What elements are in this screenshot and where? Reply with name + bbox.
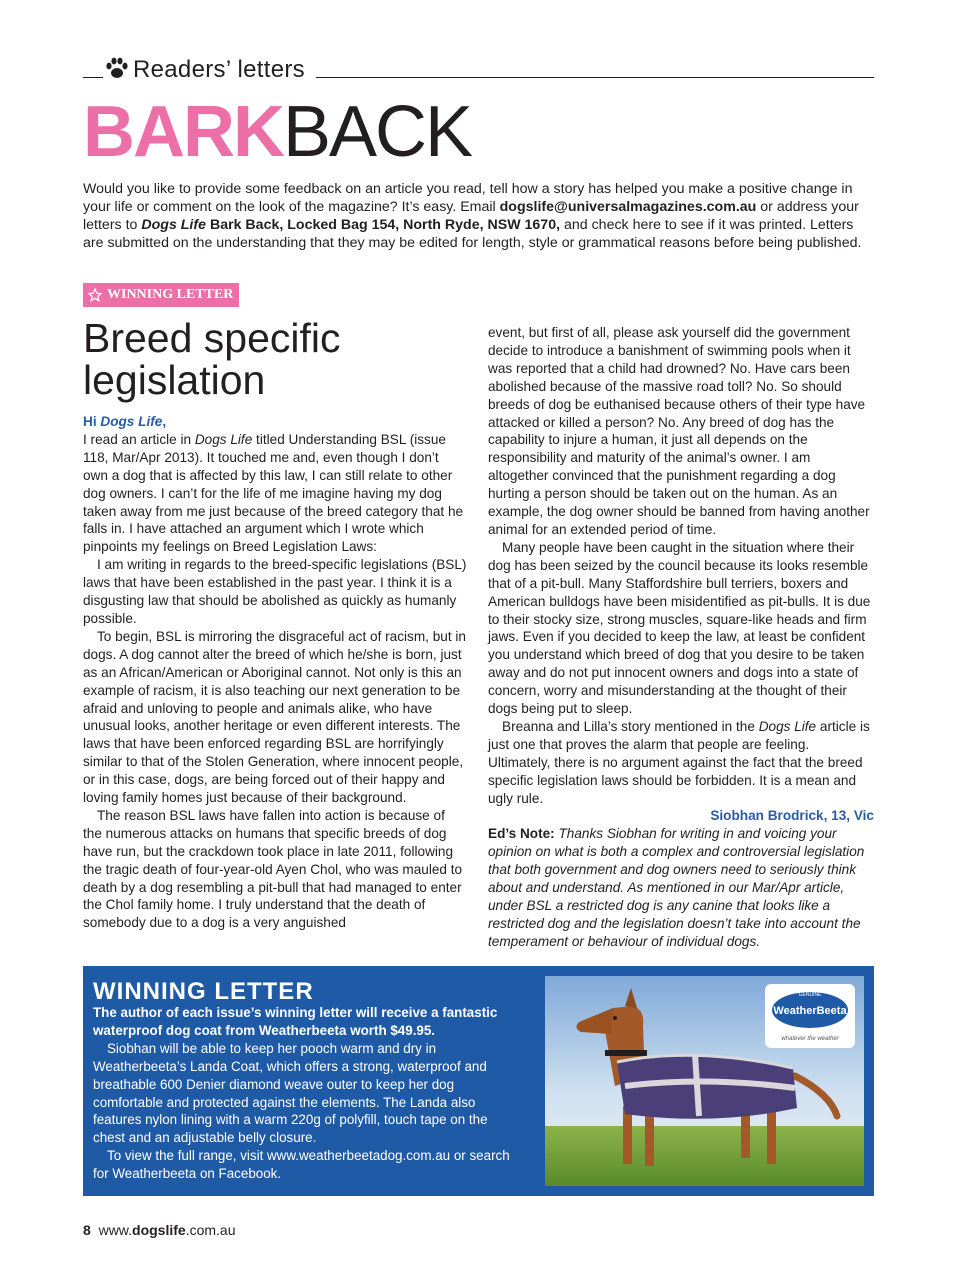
logo-top-text: GENUINE (798, 992, 822, 998)
letter-column-right (488, 324, 874, 951)
intro-magazine: Dogs Life (141, 217, 206, 233)
prize-text (93, 1004, 523, 1183)
letter-paragraph-1 (83, 431, 467, 556)
letter-column-left (83, 413, 467, 932)
badge-label: WINNING LETTER (107, 287, 234, 302)
masthead-bark: BARK (83, 92, 283, 172)
header-rule-right (316, 77, 874, 78)
intro-email[interactable]: dogslife@universalmagazines.com.au (499, 199, 757, 215)
letter-paragraph-6: Many people have been caught in the situation where their dog has been seized by the council because its looks resemble that of a pit-bull. Many Staffordshire bull terriers, boxers and American bulldogs have been misidentified as pit-bulls. It is due to their stocky size, strong muscles, square-like heads and firm jaws. Even if you decided to keep the law, at least be confident you understand which breed of dog that you desire to be taken away and do not put innocent owners and dogs into a state of concern, worry and misunderstanding at the thought of their dogs being put to sleep. (488, 539, 871, 717)
logo-brand-text: WeatherBeeta (773, 1005, 847, 1017)
intro-address: Bark Back, Locked Bag 154, North Ryde, NSW 1670, (206, 217, 561, 233)
eds-note-label: Ed’s Note: (488, 826, 555, 842)
logo-tagline-text: whatever the weather (781, 1036, 839, 1042)
letter-title: Breed specific legislation (83, 315, 341, 403)
p7-magazine: Dogs Life (758, 718, 817, 734)
intro-text-1: Would you like to provide some feedback on an article you read, tell how a story has helped you make a positive change in your life or comment on the look of the magazine? It’s easy. Email (83, 181, 853, 215)
winning-letter-badge (83, 283, 239, 307)
greeting-comma: , (162, 414, 167, 429)
prize-paragraph-2: To view the full range, visit www.weatherbeetadog.com.au or search for Weatherbeeta on Facebook. (93, 1148, 510, 1182)
footer-url[interactable] (99, 1222, 236, 1238)
p1-text-b: titled Understanding BSL (issue 118, Mar/Apr 2013). It touched me and, even though I don’t own a dog that is affected by this law, I can still relate to other dog owners. I can’t for the life of me imagine having my dog taken away from me just because of the breed category that he falls in. I have attached an argument which I wrote which pinpoints my feelings on Breed Legislation Laws: (83, 431, 464, 555)
greeting-hi: Hi (83, 414, 101, 429)
prize-paragraph-1: Siobhan will be able to keep her pooch warm and dry in Weatherbeeta’s Landa Coat, which offers a strong, waterproof and breathable 600 Denier diamond weave outer to keep her dog comfortable and protected against the elements. The Landa also features nylon lining with a warm 220g of polyfill, touch tape on the chest and an adjustable belly closure. (93, 1040, 488, 1146)
p1-text-a: I read an article in (83, 431, 195, 447)
masthead (83, 92, 471, 172)
star-icon (87, 287, 103, 303)
masthead-back: BACK (282, 92, 472, 172)
url-prefix: www. (98, 1222, 133, 1238)
p1-magazine: Dogs Life (194, 431, 253, 447)
intro-paragraph (83, 180, 875, 252)
letter-paragraph-7 (488, 718, 874, 808)
greeting (83, 413, 467, 431)
letter-paragraph-4: The reason BSL laws have fallen into action is because of the numerous attacks on humans that specific breeds of dog have run, but the crackdown took place in late 2011, following the tragic death of four-year-old Ayen Chol, who was mauled to death by a dog resembling a pit-bull that had managed to enter the Chol family home. I truly understand that the death of somebody due to a dog is a very anguished (83, 807, 463, 931)
header-rule-left (83, 77, 103, 78)
prize-heading: WINNING LETTER (93, 978, 314, 1005)
letter-paragraph-2: I am writing in regards to the breed-specific legislations (BSL) laws that have been established in the past year. I think it is a disgusting law that should be abolished as quickly as humanly possible. (83, 557, 467, 626)
eds-note (488, 825, 874, 950)
eds-note-text: Thanks Siobhan for writing in and voicing your opinion on what is both a complex and controversial legislation that both government and dog owners need to seriously think about and understand. As mentioned in our Mar/Apr article, under BSL a restricted dog is any canine that looks like a restricted dog and the legislation doesn’t take into account the temperament or behaviour of individual dogs. (488, 826, 865, 949)
page-footer (83, 1222, 236, 1238)
intro-text-2: or address your letters to (83, 199, 859, 233)
p7-text-b: article is just one that proves the alarm that people are feeling. Ultimately, there is no argument against the fact that the breed specific legislation laws should be forbidden. It is a mean and ugly rule. (488, 718, 870, 806)
page-number: 8 (83, 1222, 91, 1238)
prize-panel (83, 966, 874, 1196)
greeting-magazine: Dogs Life (100, 414, 163, 429)
letter-paragraph-3: To begin, BSL is mirroring the disgraceful act of racism, but in dogs. A dog cannot alter the breed of which he/she is born, just as an African/American or Aboriginal cannot. Not only is this an example of racism, it is also teaching our next generation to be afraid and unloving to people and animals alike, who have unusual looks, another heritage or even different interests. The laws that have been enforced regarding BSL are horrifyingly similar to that of the Stolen Generation, where innocent people, or in this case, dogs, are being forced out of their happy and loving family homes just because of their background. (83, 628, 466, 806)
url-suffix: .com.au (185, 1222, 236, 1238)
intro-text-3: and check here to see if it was printed. Letters are submitted on the understanding that they may be edited for length, style or grammatical reasons before being published. (83, 217, 862, 251)
dog-in-coat-photo (545, 976, 864, 1186)
letter-signature: Siobhan Brodrick, 13, Vic (710, 808, 874, 824)
url-domain: dogslife (132, 1222, 186, 1238)
paw-icon (104, 56, 130, 82)
p7-text-a: Breanna and Lilla’s story mentioned in the (502, 718, 759, 734)
section-label: Readers’ letters (133, 56, 305, 83)
prize-lead: The author of each issue’s winning letter will receive a fantastic waterproof dog coat from Weatherbeeta worth $49.95. (93, 1005, 498, 1038)
letter-paragraph-5: event, but first of all, please ask yourself did the government decide to introduce a banishment of swimming pools when it was reported that a child had drowned? No. Have cars been abolished because of the massive road toll? No. So should breeds of dog be euthanised because others of their type have attacked or killed a person? No. Any breed of dog has the capability to injure a human, it just all depends on the responsibility and maturity of the animal’s owner. I am altogether convinced that the punishment regarding a dog hurting a person should be taken out on the human. As an example, the dog owner should be banned from having another animal for an extended period of time. (488, 325, 870, 537)
